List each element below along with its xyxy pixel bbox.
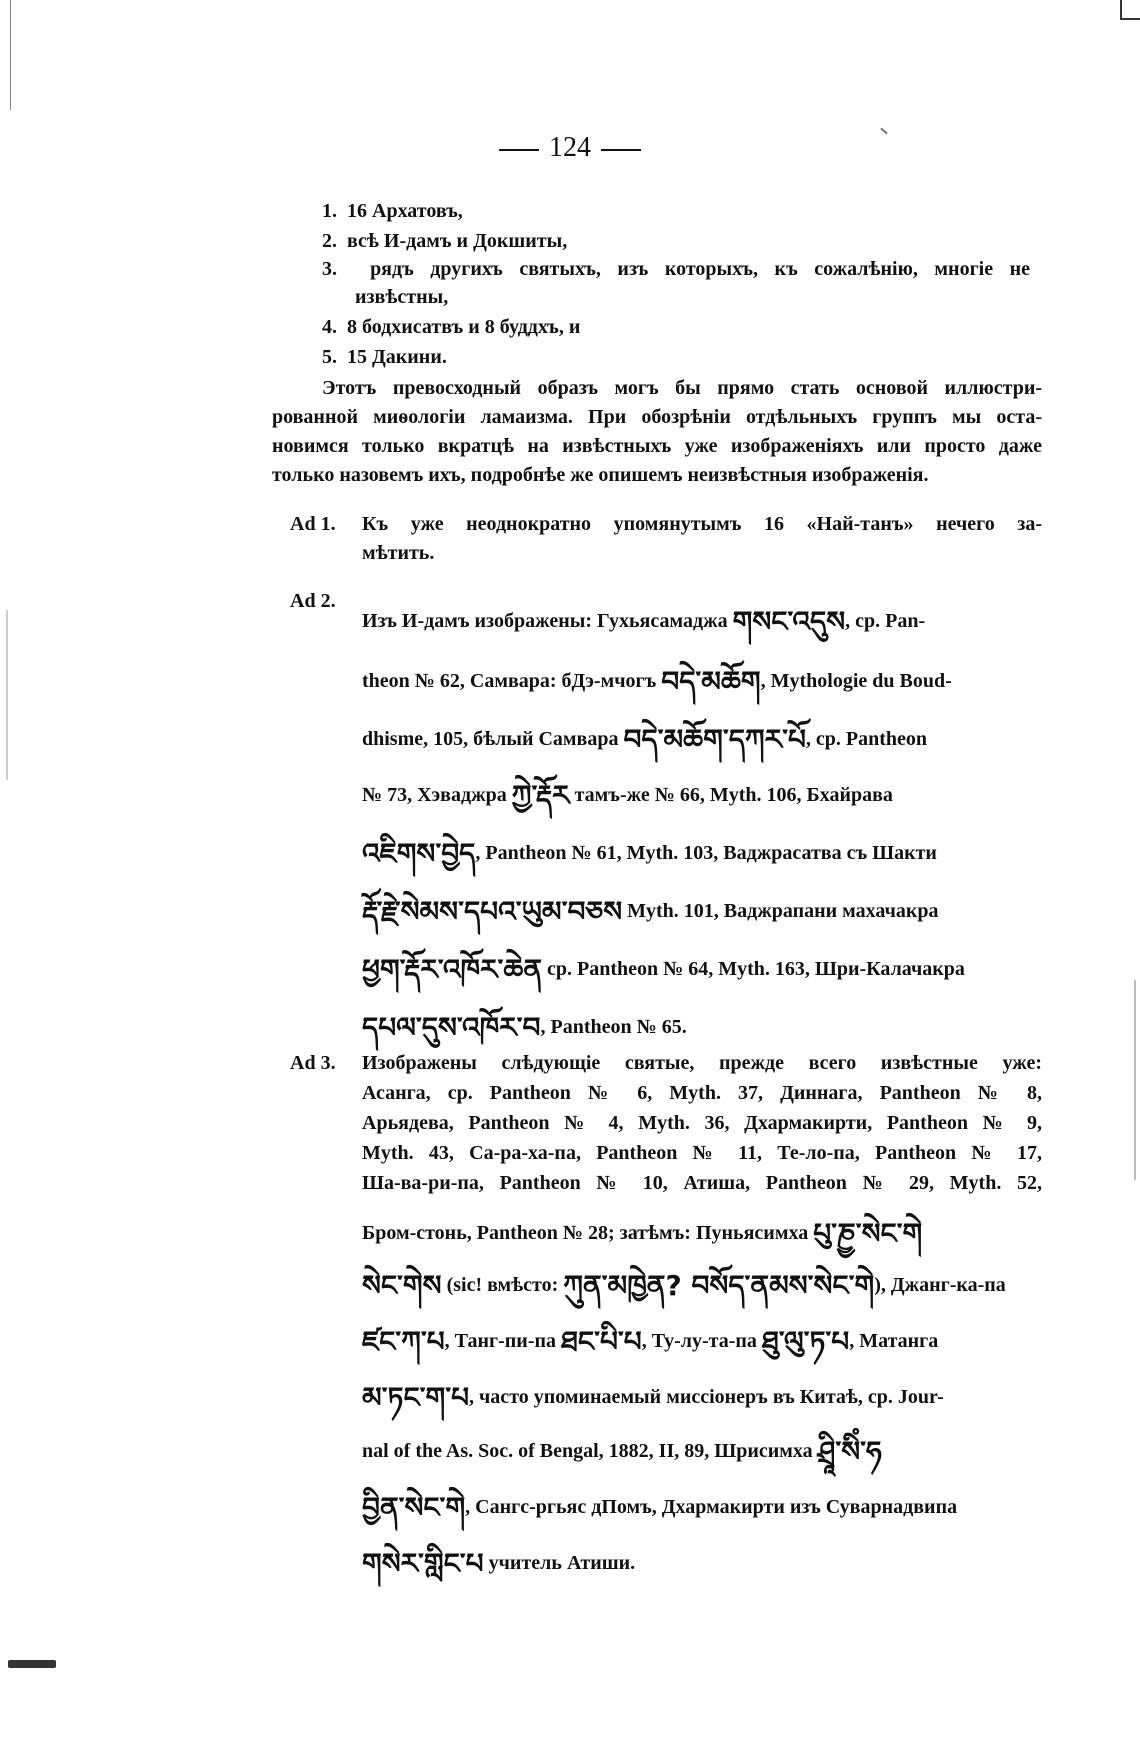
tibetan-word: ཀུན་མཁྱེན? བསོད་ནམས་སེང་གེ [563,1269,875,1302]
tibetan-word: མ་ཏང་ག་པ [362,1381,470,1414]
ad3-label: Ad 3. [290,1052,336,1074]
list-number: 3. [322,258,337,280]
ad3-text: (sic! вмѣсто: [446,1274,559,1296]
ad2-text: тамъ-же № 66, Myth. 106, Бхайрава [574,784,893,806]
ad3-line: Изображены слѣдующіе святые, прежде всего извѣстные уже: [362,1052,1042,1074]
ad2-text: , Pantheon № 61, Myth. 103, Ваджрасатва съ Шакти [475,842,937,864]
ad1-line: Къ уже неоднократно упомянутымъ 16 «Най-танъ» нечего за- [362,513,1042,535]
ad3-line: Ша-ва-ри-па, Pantheon № 10, Атиша, Pantheon № 29, Myth. 52, [362,1172,1042,1194]
paragraph-line: новимся только вкратцѣ на извѣстныхъ уже изображеніяхъ или просто даже [272,435,1042,457]
ad2-text: № 73, Хэваджра [362,784,507,806]
ad2-text: Изъ И-дамъ изображены: Гухьясамаджа [362,610,728,632]
list-text: 16 Архатовъ, [347,200,463,222]
tibetan-word: ཀྱེ་རྡོར [511,779,570,812]
ad3-text: Бром-стонь, Pantheon № 28; затѣмъ: Пуньясимха [362,1222,809,1244]
ad2-label: Ad 2. [290,590,336,612]
ad3-text: , Матанга [849,1330,939,1352]
tibetan-word: ཐུ་ལུ་ཏ་པ [761,1325,850,1358]
list-item-continuation [355,286,448,309]
page-number-header [0,132,1140,164]
tibetan-word: ཕྱག་རྡོར་འཁོར་ཆེན [362,953,543,986]
ad2-text: theon № 62, Самвара: бДэ-мчогъ [362,670,657,692]
ad3-text: , Ту-лу-та-па [641,1330,757,1352]
ad2-text: Myth. 101, Ваджрапани махачакра [627,900,939,922]
ad3-text: nal of the As. Soc. of Bengal, 1882, II, 89, Шрисимха [362,1440,813,1462]
list-item [322,200,463,223]
list-item [322,258,1030,281]
ad1-label: Ad 1. [290,513,336,535]
ad2-text: , ср. Pan- [845,610,926,632]
ad3-text: ), Джанг-ка-па [874,1274,1006,1296]
ad2-text: ср. Pantheon № 64, Myth. 163, Шри-Калачакра [547,958,965,980]
ad3-line: Myth. 43, Са-ра-ха-па, Pantheon № 11, Те-ло-па, Pantheon № 17, [362,1142,1042,1164]
paragraph-line: рованной миѳологіи ламаизма. При обозрѣніи отдѣльныхъ группъ мы оста- [272,406,1042,428]
ad3-line: Асанга, ср. Pantheon № 6, Myth. 37, Диннага, Pantheon № 8, [362,1082,1042,1104]
ad2-text: dhisme, 105, бѣлый Самвара [362,728,619,750]
scan-smudge [8,1660,56,1668]
scan-edge-right [1134,980,1136,1180]
list-item [322,316,580,339]
list-number: 4. [322,316,337,338]
ad2-text: , Mythologie du Boud- [760,670,952,692]
tibetan-word: པུ་ཎྱ་སེང་གེ [813,1217,923,1250]
paragraph-line: Этотъ превосходный образъ могъ бы прямо стать основой иллюстри- [322,377,1042,399]
tibetan-word: ཤྲཱི་སིཾ་ཧ [817,1435,882,1468]
list-number: 2. [322,230,337,252]
dash-left [499,149,539,151]
ad3-line: Арьядева, Pantheon № 4, Myth. 36, Дхармакирти, Pantheon № 9, [362,1112,1042,1134]
page-number: 124 [549,132,591,163]
list-text: 15 Дакини. [347,346,447,368]
list-text: 8 бодхисатвъ и 8 буддхъ, и [347,316,581,338]
tibetan-word: བྱིན་སེང་གེ [362,1491,466,1524]
ad3-line [362,1532,635,1611]
list-item [322,230,567,253]
ad3-text: , Сангс-ргьяс дПомъ, Дхармакирти изъ Суварнадвипа [465,1496,958,1518]
tibetan-word: རྡོ་རྗེ་སེམས་དཔའ་ཡུམ་བཅས [362,895,623,928]
tibetan-word: དཔལ་དུས་འཁོར་བ [362,1011,541,1044]
scan-edge-left [6,610,8,780]
list-text: извѣстны, [355,286,449,308]
tibetan-word: ཛང་ཀ་པ [362,1325,445,1358]
tibetan-word: བདེ་མཆོག་དཀར་པོ [623,723,806,756]
tibetan-word: སེང་གེས [362,1269,442,1302]
list-number: 5. [322,346,337,368]
list-item [322,346,447,369]
dash-right [601,149,641,151]
scan-edge-top-right [1120,0,1140,20]
ad3-text: , Танг-пи-па [444,1330,557,1352]
tibetan-word: བདེ་མཆོག [661,665,761,698]
ad3-text: , часто упоминаемый миссіонеръ въ Китаѣ, ср. Jour- [469,1386,944,1408]
ad2-text: , Pantheon № 65. [540,1016,687,1038]
list-text: рядъ другихъ святыхъ, изъ которыхъ, къ сожалѣнію, многіе не [370,258,1031,280]
scan-edge-top-left [0,0,11,110]
tibetan-word: ཐང་པི་པ [561,1325,642,1358]
tibetan-word: གསེར་གླིང་པ [362,1547,484,1580]
list-text: всѣ И-дамъ и Докшиты, [347,230,568,252]
tibetan-word: གསང་འདུས [732,605,846,638]
tibetan-word: འཇིགས་བྱེད [362,837,476,870]
ad2-text: , ср. Pantheon [805,728,928,750]
list-number: 1. [322,200,337,222]
ad3-text: учитель Атиши. [488,1552,636,1574]
ad1-line: мѣтить. [362,542,435,564]
paragraph-line: только назовемъ ихъ, подробнѣе же опишемъ неизвѣстныя изображенія. [272,464,929,486]
